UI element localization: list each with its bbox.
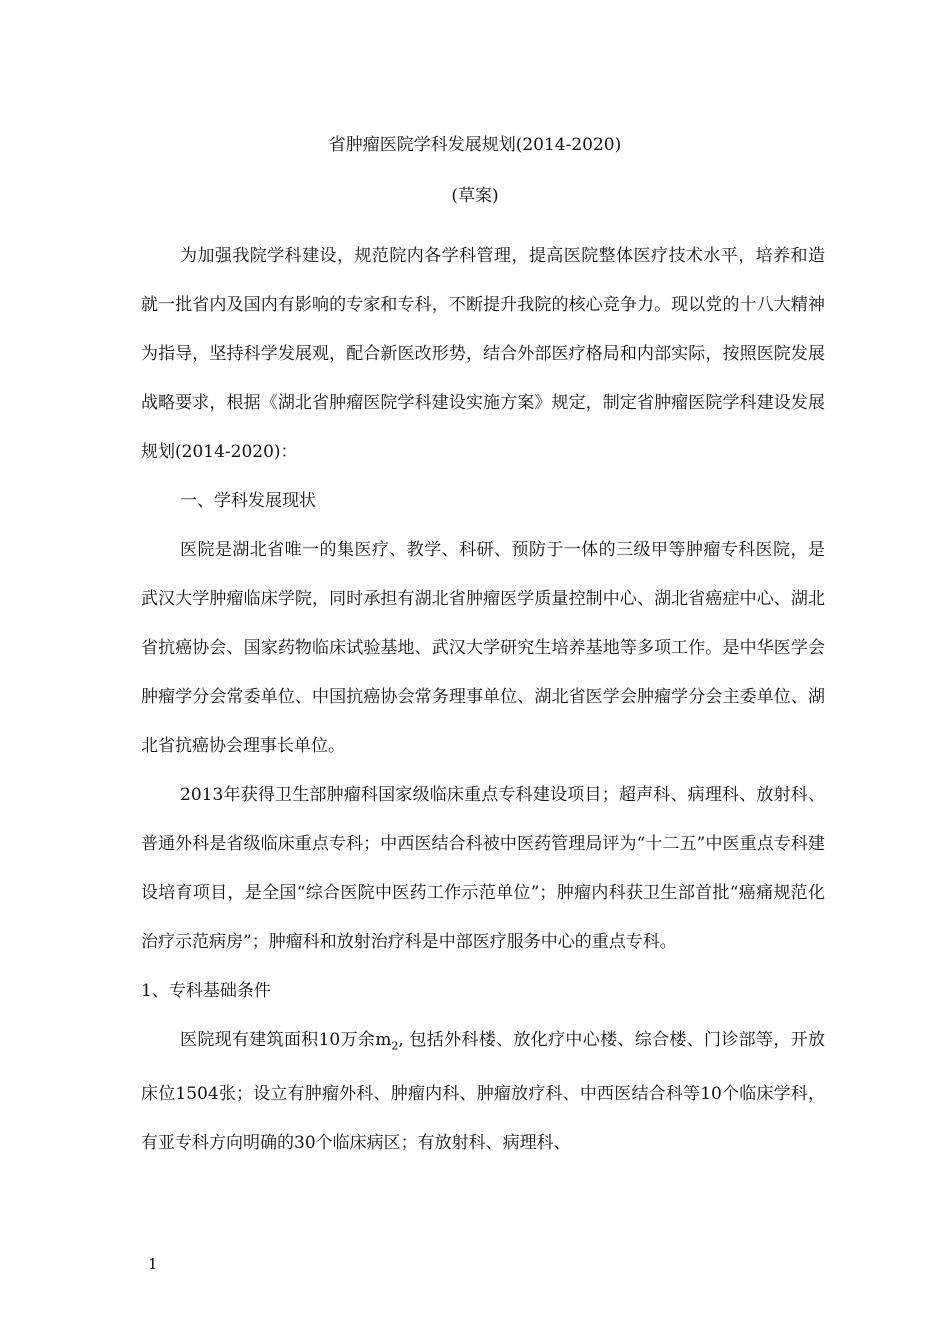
body-paragraph [141, 1016, 825, 1168]
body-paragraph: 2013年获得卫生部肿瘤科国家级临床重点专科建设项目；超声科、病理科、放射科、普通外科是省级临床重点专科；中西医结合科被中医药管理局评为“十二五”中医重点专科建设培育项目，是全国“综合医院中医药工作示范单位”；肿瘤内科获卫生部首批“癌痛规范化治疗示范病房”；肿瘤科和放射治疗科是中部医疗服务中心的重点专科。 [141, 785, 825, 952]
section-heading: 一、学科发展现状 [180, 491, 316, 511]
body-paragraph: 医院是湖北省唯一的集医疗、教学、科研、预防于一体的三级甲等肿瘤专科医院，是武汉大学肿瘤临床学院，同时承担有湖北省肿瘤医学质量控制中心、湖北省癌症中心、湖北省抗癌协会、国家药物临床试验基地、武汉大学研究生培养基地等多项工作。是中华医学会肿瘤学分会常委单位、中国抗癌协会常务理事单位、湖北省医学会肿瘤学分会主委单位、湖北省抗癌协会理事长单位。 [141, 540, 825, 756]
paragraph-text: , 包括外科楼、放化疗中心楼、综合楼、门诊部等，开放床位1504张；设立有肿瘤外科、肿瘤内科、肿瘤放疗科、中西医结合科等10个临床学科，有亚专科方向明确的30个临床病区；有放射科、病理科、 [141, 1030, 825, 1154]
paragraph-text: 医院现有建筑面积10万余m [180, 1030, 392, 1050]
document-title: 省肿瘤医院学科发展规划(2014-2020) [328, 135, 622, 155]
subscript-text: 2 [391, 1039, 399, 1053]
subsection-heading: 1、专科基础条件 [141, 981, 271, 1001]
document-body [141, 232, 825, 1168]
page-number: 1 [148, 1255, 158, 1273]
document-subtitle: (草案) [451, 186, 499, 206]
intro-paragraph: 为加强我院学科建设，规范院内各学科管理，提高医院整体医疗技术水平，培养和造就一批省内及国内有影响的专家和专科，不断提升我院的核心竞争力。现以党的十八大精神为指导，坚持科学发展观，配合新医改形势，结合外部医疗格局和内部实际，按照医院发展战略要求，根据《湖北省肿瘤医院学科建设实施方案》规定，制定省肿瘤医院学科建设发展规划(2014-2020)： [141, 246, 825, 462]
